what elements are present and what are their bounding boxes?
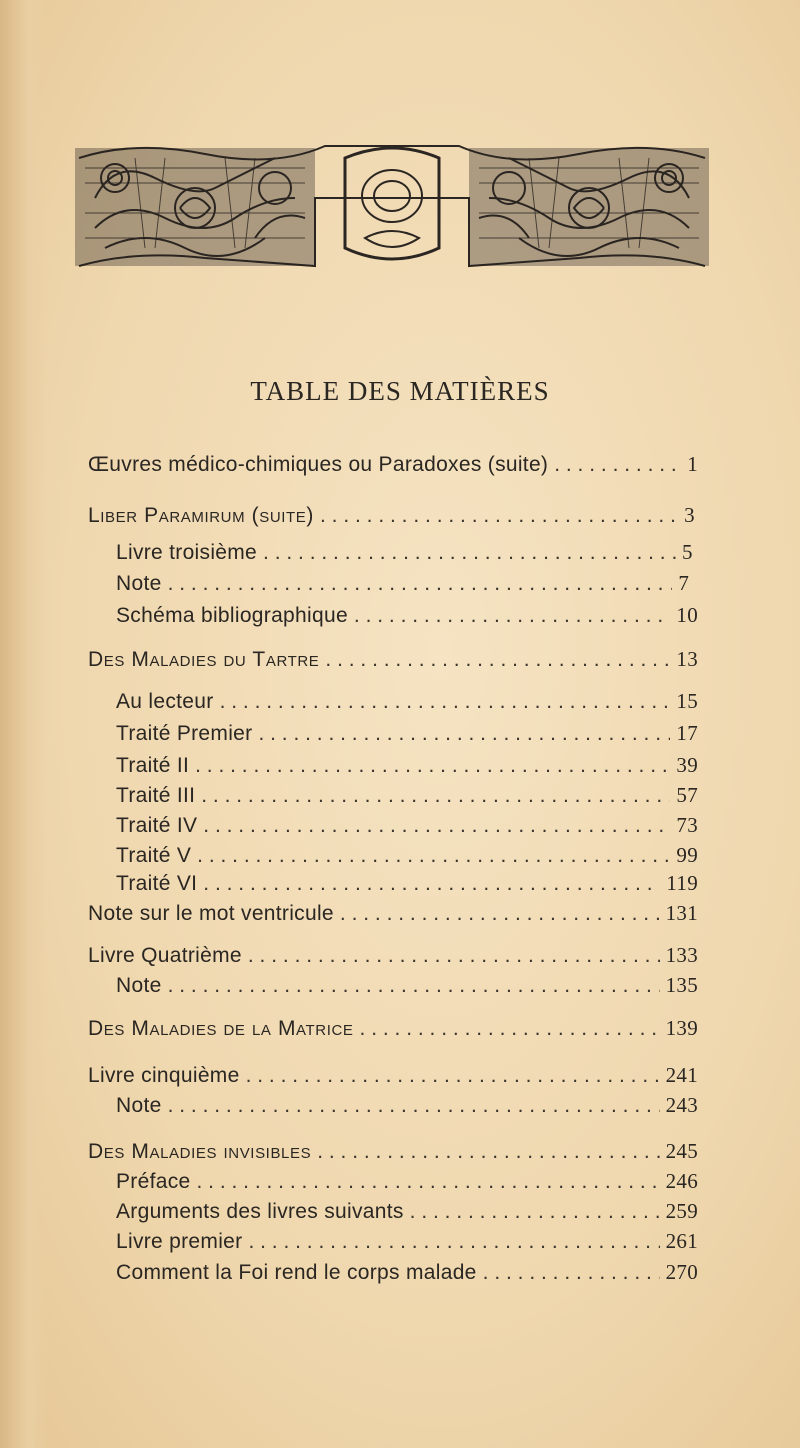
toc-entry-label: Des Maladies invisibles: [88, 1140, 312, 1163]
toc-entry-label: Schéma bibliographique: [116, 604, 348, 627]
dot-leader: [325, 648, 670, 672]
toc-entry: [116, 689, 698, 721]
dot-leader: [258, 722, 670, 746]
dot-leader: [195, 754, 670, 778]
toc-entry: [116, 1260, 698, 1292]
toc-entry-label: Traité II: [116, 754, 190, 777]
toc-entry-page: 13: [676, 647, 698, 671]
toc-entry-page: 259: [665, 1199, 698, 1223]
toc-entry-label: Traité V: [116, 844, 192, 867]
toc-entry: [116, 1229, 698, 1261]
toc-entry: [116, 813, 698, 845]
toc-entry: [116, 571, 698, 603]
toc-entry-page: 39: [676, 753, 698, 777]
toc-entry-label: Note: [116, 572, 162, 595]
toc-entry-label: Traité Premier: [116, 722, 253, 745]
toc-entry: [116, 1199, 698, 1231]
toc-entry: [116, 871, 698, 903]
toc-entry-page: 73: [676, 813, 698, 837]
toc-entry-page: 15: [676, 689, 698, 713]
toc-entry-label: Des Maladies de la Matrice: [88, 1017, 354, 1040]
decorative-headpiece-ornament: [75, 138, 709, 272]
toc-entry: [116, 753, 698, 785]
toc-entry-label: Livre cinquième: [88, 1064, 240, 1087]
dot-leader: [203, 872, 660, 896]
toc-entry: [88, 901, 698, 933]
toc-entry-label: Traité VI: [116, 872, 198, 895]
page-title: TABLE DES MATIÈRES: [250, 376, 550, 406]
dot-leader: [483, 1261, 660, 1285]
toc-entry: [88, 503, 698, 535]
toc-entry-label: Œuvres médico-chimiques ou Paradoxes (suite): [88, 453, 549, 476]
toc-entry: [88, 1063, 698, 1095]
toc-entry-page: 243: [665, 1093, 698, 1117]
toc-entry-label: Note: [116, 974, 162, 997]
dot-leader: [220, 690, 671, 714]
toc-entry-page: 7: [678, 571, 690, 595]
toc-entry-label: Traité IV: [116, 814, 198, 837]
toc-entry-label: Des Maladies du Tartre: [88, 648, 320, 671]
toc-entry-page: 3: [684, 503, 695, 527]
dot-leader: [248, 944, 660, 968]
page-gutter: [0, 0, 48, 1448]
toc-entry-page: 17: [676, 721, 698, 745]
toc-entry: [116, 1093, 698, 1125]
toc-entry-label: Au lecteur: [116, 690, 214, 713]
dot-leader: [554, 453, 681, 477]
dot-leader: [168, 572, 673, 596]
toc-entry-page: 133: [665, 943, 698, 967]
toc-entry: [116, 783, 698, 815]
dot-leader: [168, 974, 660, 998]
toc-entry: [88, 452, 698, 484]
toc-entry-label: Livre troisième: [116, 541, 258, 564]
toc-entry-page: 270: [665, 1260, 698, 1284]
toc-entry-page: 131: [665, 901, 698, 925]
toc-entry-label: Livre Quatrième: [88, 944, 242, 967]
toc-entry: [116, 540, 698, 572]
dot-leader: [201, 784, 670, 808]
dot-leader: [203, 814, 670, 838]
toc-entry-page: 10: [676, 603, 698, 627]
toc-entry: [116, 973, 698, 1005]
dot-leader: [360, 1017, 660, 1041]
toc-entry-label: Note: [116, 1094, 162, 1117]
toc-entry-page: 57: [676, 783, 698, 807]
dot-leader: [354, 604, 670, 628]
dot-leader: [168, 1094, 660, 1118]
toc-entry-page: 241: [665, 1063, 698, 1087]
toc-entry-page: 261: [665, 1229, 698, 1253]
toc-entry-label: Comment la Foi rend le corps malade: [116, 1261, 477, 1284]
dot-leader: [317, 1140, 659, 1164]
toc-entry: [88, 943, 698, 975]
toc-entry: [88, 1016, 698, 1048]
dot-leader: [340, 902, 660, 926]
dot-leader: [246, 1064, 660, 1088]
toc-entry-label: Note sur le mot ventricule: [88, 902, 334, 925]
toc-entry: [116, 603, 698, 635]
toc-entry-label: Livre premier: [116, 1230, 243, 1253]
toc-entry-page: 139: [665, 1016, 698, 1040]
dot-leader: [248, 1230, 659, 1254]
toc-entry: [116, 1169, 698, 1201]
toc-entry-page: 245: [665, 1139, 698, 1163]
toc-entry: [88, 1139, 698, 1171]
toc-entry-page: 246: [665, 1169, 698, 1193]
toc-entry-page: 135: [665, 973, 698, 997]
toc-entry: [88, 647, 698, 679]
toc-entry-page: 1: [687, 452, 698, 476]
toc-entry-page: 99: [676, 843, 698, 867]
dot-leader: [197, 844, 670, 868]
toc-entry-label: Liber Paramirum (suite): [88, 504, 314, 527]
dot-leader: [410, 1200, 660, 1224]
toc-entry-label: Arguments des livres suivants: [116, 1200, 404, 1223]
dot-leader: [263, 541, 676, 565]
toc-entry-label: Préface: [116, 1170, 191, 1193]
dot-leader: [196, 1170, 659, 1194]
toc-entry-label: Traité III: [116, 784, 196, 807]
toc-entry-page: 119: [666, 871, 698, 895]
toc-entry-page: 5: [681, 540, 693, 564]
dot-leader: [320, 504, 678, 528]
toc-entry: [116, 721, 698, 753]
